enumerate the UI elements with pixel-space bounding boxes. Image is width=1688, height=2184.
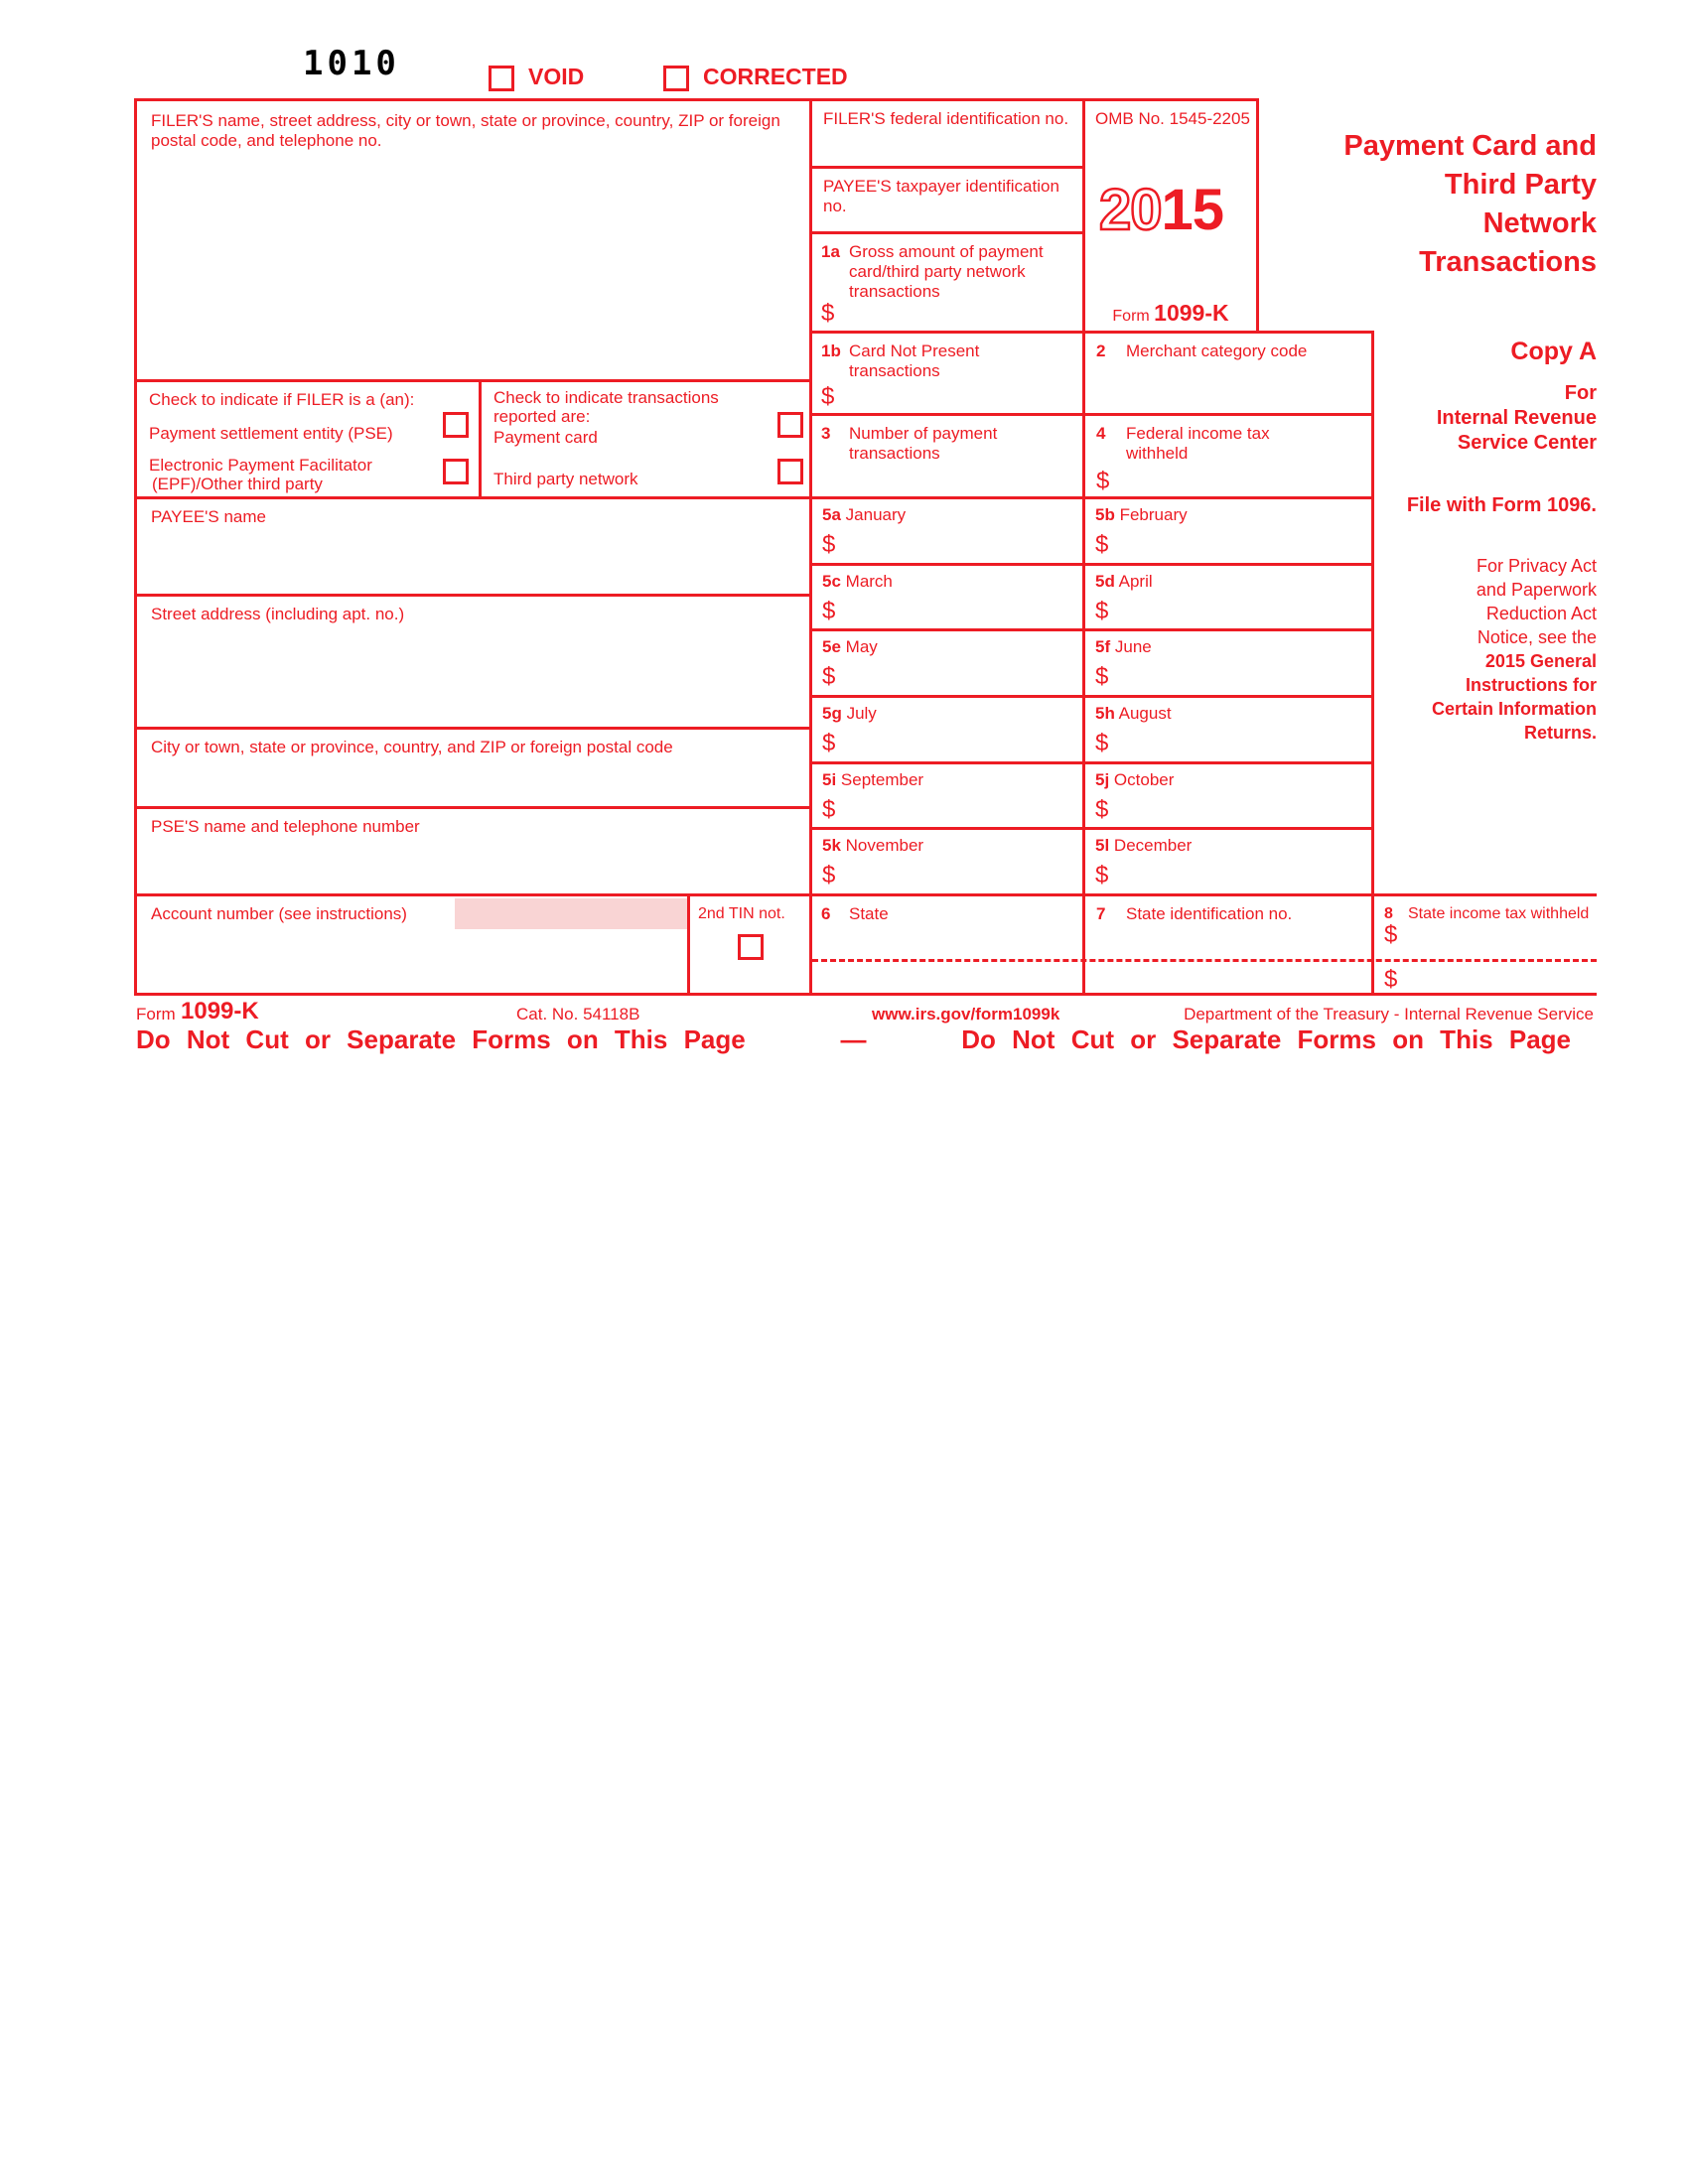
account-number-box[interactable]: [134, 893, 690, 996]
box-5i[interactable]: [809, 761, 1085, 830]
box-4-label: Federal income tax withheld: [1126, 424, 1270, 463]
tax-year-solid: 15: [1161, 178, 1224, 242]
box-5k-number: 5k: [822, 836, 841, 855]
file-with-note: File with Form 1096.: [1406, 494, 1597, 516]
box-5a[interactable]: [809, 496, 1085, 566]
box-5i-dollar: $: [822, 796, 836, 823]
box-5h[interactable]: [1082, 695, 1374, 764]
void-checkbox[interactable]: [489, 66, 514, 91]
privacy-line6: Instructions for: [1465, 675, 1597, 695]
pse-name-box[interactable]: [134, 806, 812, 896]
box-5c[interactable]: [809, 563, 1085, 631]
city-label: City or town, state or province, country, and ZIP or foreign postal code: [151, 738, 673, 756]
payment-card-checkbox[interactable]: [777, 412, 803, 438]
box-1b-label: Card Not Present transactions: [849, 341, 980, 380]
second-tin-label: 2nd TIN not.: [698, 905, 785, 922]
do-not-cut-dash: —: [840, 1024, 867, 1054]
transactions-heading-line1: Check to indicate transactions: [493, 388, 719, 407]
state-row-dashed-divider: [812, 959, 1597, 962]
box-3-label: Number of payment transactions: [849, 424, 998, 463]
box-4-dollar: $: [1096, 468, 1110, 494]
box-5g-dollar: $: [822, 730, 836, 756]
privacy-line1: For Privacy Act: [1476, 556, 1597, 576]
box-5d-number: 5d: [1095, 572, 1115, 591]
box-5g-label: July: [846, 704, 877, 723]
form-word: Form: [1112, 308, 1150, 325]
payee-name-label: PAYEE'S name: [151, 507, 267, 526]
box-5l-number: 5l: [1095, 836, 1110, 855]
corrected-label: CORRECTED: [703, 64, 848, 89]
box-5l[interactable]: [1082, 827, 1374, 896]
footer-form-word: Form: [136, 1005, 176, 1024]
box-5j-number: 5j: [1095, 770, 1110, 789]
box-8-number: 8: [1384, 905, 1393, 922]
box-5b-dollar: $: [1095, 531, 1109, 558]
payee-tin-box[interactable]: [809, 166, 1085, 234]
box-3-number: 3: [821, 424, 831, 443]
box-5h-label: August: [1118, 704, 1172, 723]
box-5k-label: November: [845, 836, 924, 855]
box-2[interactable]: [1082, 331, 1374, 416]
box-8[interactable]: [1371, 893, 1597, 996]
box-5a-dollar: $: [822, 531, 836, 558]
copy-a-for-line2: Internal Revenue: [1436, 407, 1597, 429]
form-title-line1: Payment Card and: [1343, 130, 1597, 162]
footer-department: Department of the Treasury - Internal Revenue Service: [1184, 1005, 1594, 1024]
box-5k-dollar: $: [822, 862, 836, 888]
do-not-cut-banner: [136, 1024, 1571, 1055]
copy-a-recipient: [1437, 381, 1597, 456]
footer-cat-no: Cat. No. 54118B: [516, 1005, 640, 1024]
box-5b-label: February: [1119, 505, 1188, 524]
box-5h-dollar: $: [1095, 730, 1109, 756]
box-5c-dollar: $: [822, 598, 836, 624]
box-5b[interactable]: [1082, 496, 1374, 566]
box-5g-number: 5g: [822, 704, 842, 723]
box-5k[interactable]: [809, 827, 1085, 896]
box-1b[interactable]: [809, 331, 1085, 416]
footer-form-number: 1099-K: [181, 998, 259, 1024]
box-4[interactable]: [1082, 413, 1374, 499]
pse-checkbox-label: Payment settlement entity (PSE): [149, 424, 393, 443]
box-5f[interactable]: [1082, 628, 1374, 698]
omb-label: OMB No. 1545-2205: [1095, 109, 1250, 128]
box-1b-dollar: $: [821, 383, 835, 410]
box-5h-number: 5h: [1095, 704, 1115, 723]
form-number: 1099-K: [1154, 300, 1229, 326]
box-1a-number: 1a: [821, 242, 840, 261]
transactions-check-box: [479, 379, 812, 499]
do-not-cut-right: Do Not Cut or Separate Forms on This Page: [961, 1024, 1571, 1054]
payee-tin-label: PAYEE'S taxpayer identification no.: [823, 177, 1059, 215]
box-5e[interactable]: [809, 628, 1085, 698]
city-box[interactable]: [134, 727, 812, 809]
payee-name-box[interactable]: [134, 496, 812, 597]
box-5g[interactable]: [809, 695, 1085, 764]
tax-year-outline: 20: [1099, 178, 1162, 242]
privacy-line4: Notice, see the: [1477, 627, 1597, 647]
privacy-line3: Reduction Act: [1485, 604, 1597, 623]
scan-code: 1010: [303, 44, 400, 83]
third-party-checkbox[interactable]: [777, 459, 803, 484]
epf-label-line1: Electronic Payment Facilitator: [149, 456, 372, 475]
footer-irs-url[interactable]: www.irs.gov/form1099k: [872, 1005, 1060, 1024]
box-5j-label: October: [1113, 770, 1175, 789]
box-5l-label: December: [1113, 836, 1193, 855]
privacy-line7: Certain Information: [1431, 699, 1597, 719]
box-5d-dollar: $: [1095, 598, 1109, 624]
form-number-block: [1085, 300, 1256, 327]
box-5c-number: 5c: [822, 572, 841, 591]
street-address-label: Street address (including apt. no.): [151, 605, 405, 623]
box-5f-number: 5f: [1095, 637, 1111, 656]
copy-a-for-line1: For: [1564, 382, 1597, 404]
box-3[interactable]: [809, 413, 1085, 499]
pse-checkbox[interactable]: [443, 412, 469, 438]
box-8-label: State income tax withheld: [1408, 905, 1590, 922]
filer-name-box[interactable]: [134, 98, 812, 382]
box-4-number: 4: [1096, 424, 1106, 443]
box-1a-label: Gross amount of payment card/third party network transactions: [849, 242, 1044, 301]
box-1b-number: 1b: [821, 341, 841, 360]
box-5f-dollar: $: [1095, 663, 1109, 690]
tax-year: [1099, 177, 1223, 243]
box-5j[interactable]: [1082, 761, 1374, 830]
privacy-line5: 2015 General: [1484, 651, 1597, 671]
box-5d-label: April: [1118, 572, 1153, 591]
box-2-number: 2: [1096, 341, 1106, 360]
box-5i-label: September: [840, 770, 924, 789]
privacy-line8: Returns.: [1523, 723, 1597, 743]
box-5d[interactable]: [1082, 563, 1374, 631]
box-6[interactable]: [809, 893, 1085, 996]
box-5a-number: 5a: [822, 505, 841, 524]
box-5e-dollar: $: [822, 663, 836, 690]
box-7-label: State identification no.: [1126, 904, 1293, 923]
federal-id-box[interactable]: [809, 98, 1085, 169]
box-5e-label: May: [845, 637, 878, 656]
copy-a-title: Copy A: [1510, 338, 1597, 365]
box-5j-dollar: $: [1095, 796, 1109, 823]
box-5a-label: January: [845, 505, 907, 524]
account-number-entry-band[interactable]: [455, 898, 687, 929]
box-6-number: 6: [821, 904, 831, 923]
omb-year-box: [1082, 98, 1259, 334]
payment-card-checkbox-label: Payment card: [493, 428, 598, 447]
privacy-act-note: [1432, 554, 1597, 745]
copy-a-for-line3: Service Center: [1457, 432, 1597, 454]
filer-type-check-box: [134, 379, 482, 499]
box-8-dollar-1: $: [1384, 921, 1398, 948]
privacy-line2: and Paperwork: [1476, 580, 1597, 600]
form-title-line3: Network: [1482, 207, 1597, 239]
second-tin-checkbox[interactable]: [738, 934, 764, 960]
box-5c-label: March: [845, 572, 893, 591]
filer-name-label: FILER'S name, street address, city or town, state or province, country, ZIP or foreign postal code, and telephone no.: [151, 111, 780, 150]
federal-id-label: FILER'S federal identification no.: [823, 109, 1069, 128]
box-1a-dollar: $: [821, 300, 835, 327]
box-5e-number: 5e: [822, 637, 841, 656]
box-5b-number: 5b: [1095, 505, 1115, 524]
transactions-heading-line2: reported are:: [493, 407, 591, 426]
third-party-checkbox-label: Third party network: [493, 470, 638, 488]
box-7-number: 7: [1096, 904, 1106, 923]
box-5f-label: June: [1114, 637, 1152, 656]
filer-type-heading: Check to indicate if FILER is a (an):: [149, 390, 415, 409]
box-5l-dollar: $: [1095, 862, 1109, 888]
do-not-cut-left: Do Not Cut or Separate Forms on This Page: [136, 1024, 746, 1054]
box-5i-number: 5i: [822, 770, 837, 789]
pse-name-label: PSE'S name and telephone number: [151, 817, 420, 836]
void-label: VOID: [528, 64, 585, 89]
street-address-box[interactable]: [134, 594, 812, 730]
box-7[interactable]: [1082, 893, 1374, 996]
form-title: [1343, 127, 1597, 282]
second-tin-box: [687, 893, 812, 996]
form-title-line4: Transactions: [1419, 246, 1597, 278]
account-number-label: Account number (see instructions): [151, 904, 407, 923]
epf-checkbox[interactable]: [443, 459, 469, 484]
corrected-checkbox[interactable]: [663, 66, 689, 91]
box-1a[interactable]: [809, 231, 1085, 334]
box-2-label: Merchant category code: [1126, 341, 1308, 360]
form-title-line2: Third Party: [1444, 169, 1597, 201]
box-8-dollar-2: $: [1384, 966, 1398, 993]
box-6-label: State: [849, 904, 889, 923]
epf-label-line2: (EPF)/Other third party: [152, 475, 323, 493]
